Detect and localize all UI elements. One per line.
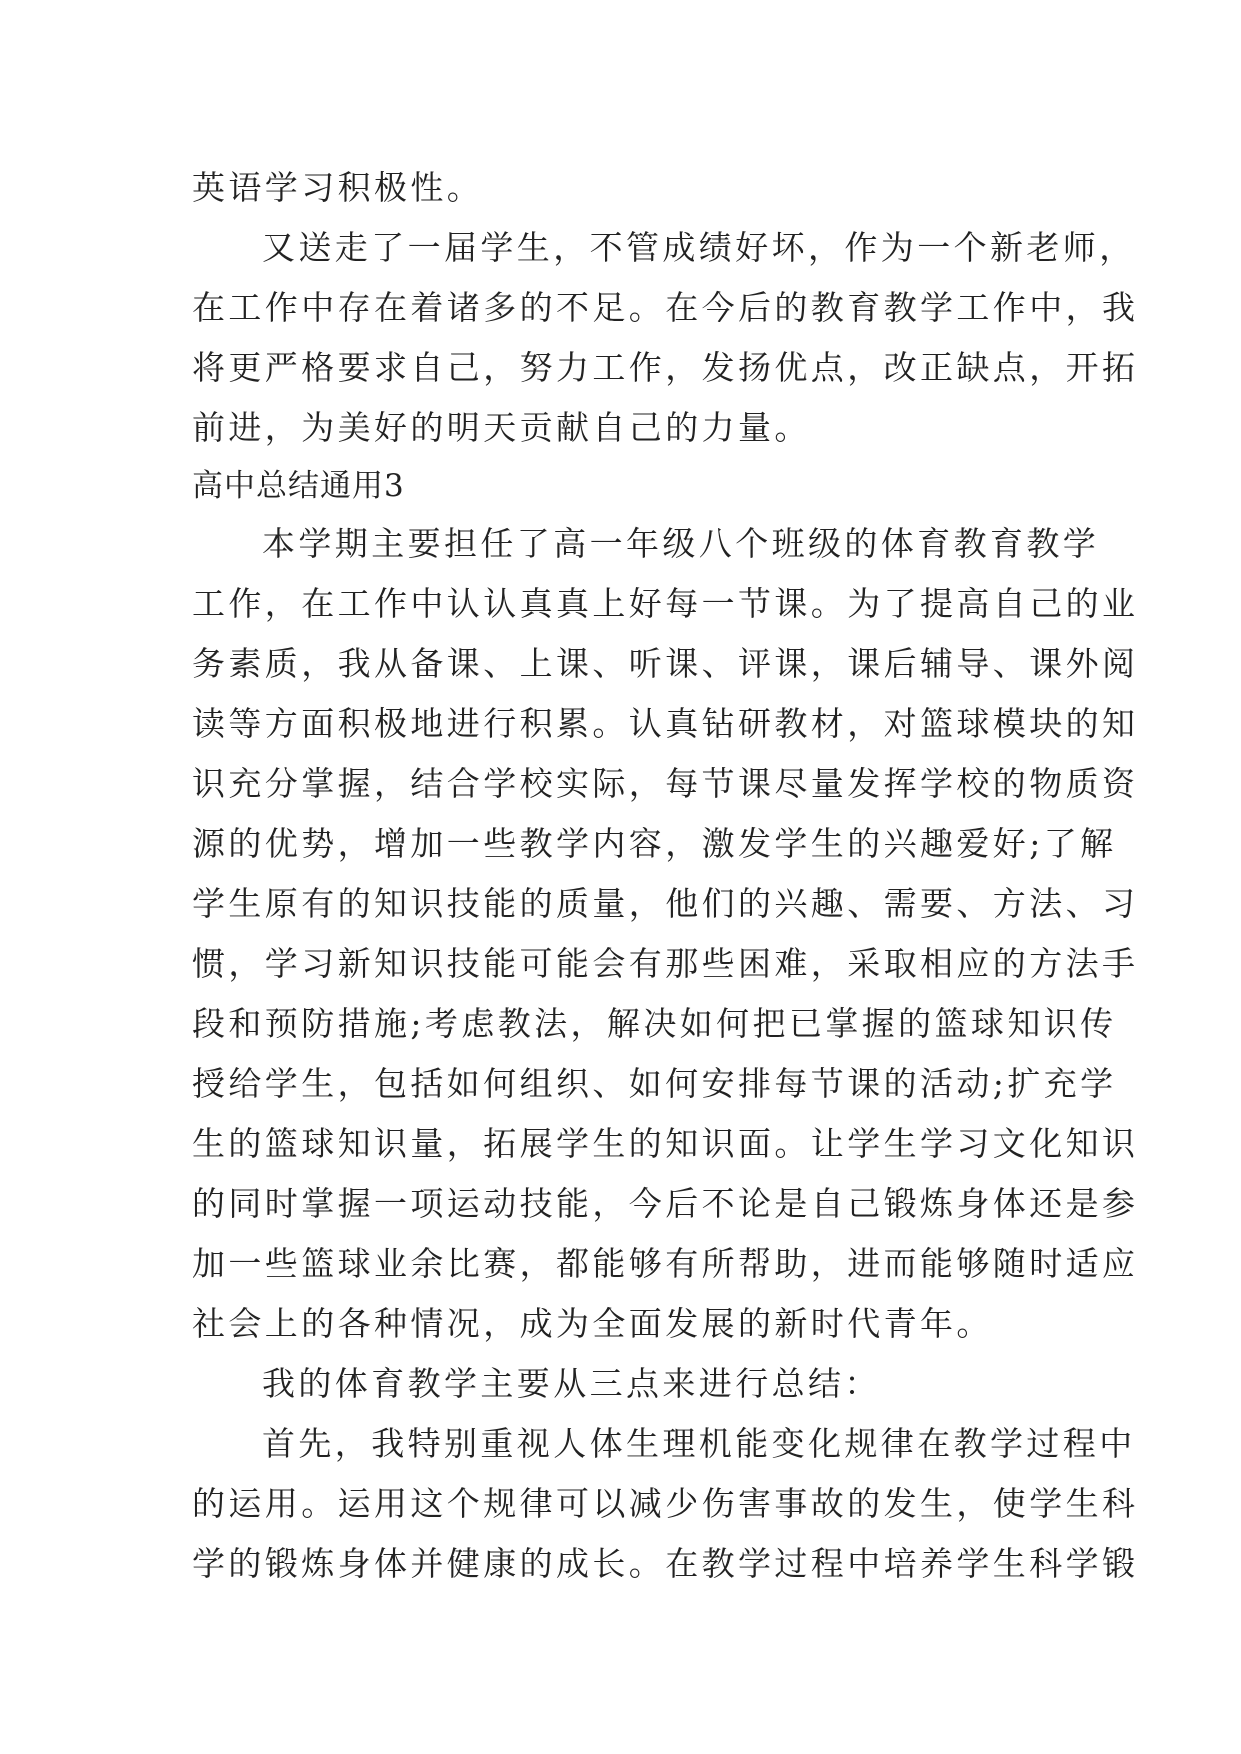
text-line: 识充分掌握，结合学校实际，每节课尽量发挥学校的物质资: [192, 764, 1139, 803]
text-line: 学的锻炼身体并健康的成长。在教学过程中培养学生科学锻: [192, 1544, 1139, 1583]
text-line: 我的体育教学主要从三点来进行总结：: [262, 1364, 881, 1403]
text-line: 英语学习积极性。: [192, 168, 484, 207]
text-line: 读等方面积极地进行积累。认真钻研教材，对篮球模块的知: [192, 704, 1139, 743]
text-line: 段和预防措施;考虑教法，解决如何把已掌握的篮球知识传: [192, 1004, 1117, 1043]
text-line: 的运用。运用这个规律可以减少伤害事故的发生，使学生科: [192, 1484, 1139, 1523]
text-line: 授给学生，包括如何组织、如何安排每节课的活动;扩充学: [192, 1064, 1117, 1103]
text-line: 生的篮球知识量，拓展学生的知识面。让学生学习文化知识: [192, 1124, 1139, 1163]
text-line: 首先，我特别重视人体生理机能变化规律在教学过程中: [262, 1424, 1136, 1463]
text-line: 又送走了一届学生，不管成绩好坏，作为一个新老师，: [262, 228, 1136, 267]
text-line: 前进，为美好的明天贡献自己的力量。: [192, 408, 811, 447]
text-line: 加一些篮球业余比赛，都能够有所帮助，进而能够随时适应: [192, 1244, 1139, 1283]
paragraph: [192, 1414, 1139, 1594]
text-line: 惯，学习新知识技能可能会有那些困难，采取相应的方法手: [192, 944, 1139, 983]
text-line: 将更严格要求自己，努力工作，发扬优点，改正缺点，开拓: [192, 348, 1139, 387]
text-line: 本学期主要担任了高一年级八个班级的体育教育教学: [262, 524, 1100, 563]
text-line: 源的优势，增加一些教学内容，激发学生的兴趣爱好;了解: [192, 824, 1117, 863]
paragraph: [192, 218, 1139, 458]
text-line: 的同时掌握一项运动技能，今后不论是自己锻炼身体还是参: [192, 1184, 1139, 1223]
text-line: 工作，在工作中认认真真上好每一节课。为了提高自己的业: [192, 584, 1139, 623]
text-line: 在工作中存在着诸多的不足。在今后的教育教学工作中，我: [192, 288, 1139, 327]
document-body: [192, 158, 1139, 1594]
text-line: 社会上的各种情况，成为全面发展的新时代青年。: [192, 1304, 993, 1343]
text-line: 学生原有的知识技能的质量，他们的兴趣、需要、方法、习: [192, 884, 1139, 923]
paragraph: [192, 158, 1050, 218]
paragraph: [192, 1354, 1050, 1414]
section-heading: 高中总结通用3: [192, 468, 405, 504]
text-line: 务素质，我从备课、上课、听课、评课，课后辅导、课外阅: [192, 644, 1139, 683]
paragraph: [192, 514, 1139, 1354]
